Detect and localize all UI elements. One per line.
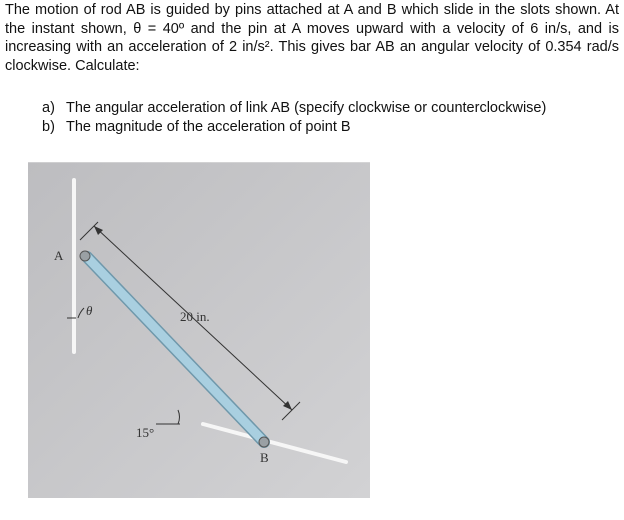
question-a-label: a) <box>42 100 55 116</box>
label-theta: θ <box>86 303 93 318</box>
question-a <box>42 99 546 118</box>
label-b: B <box>260 450 269 465</box>
pin-b <box>259 437 269 447</box>
problem-statement <box>5 1 619 75</box>
pin-a <box>80 251 90 261</box>
label-length: 20 in. <box>180 309 210 324</box>
question-b-label: b) <box>42 119 55 135</box>
question-b <box>42 118 546 137</box>
mechanism-diagram <box>28 162 370 498</box>
label-angle: 15° <box>136 425 155 440</box>
label-a: A <box>54 248 64 263</box>
figure-background <box>28 162 370 498</box>
problem-text: The motion of rod AB is guided by pins attached at A and B which slide in the slots shown. At the instant shown, θ = 40º and the pin at A moves upward with a velocity of 6 in/s, and is increasing with an acceleration of 2 in/s². This gives bar AB an angular velocity of 0.354 rad/s clockwise. Calculate: <box>5 2 619 74</box>
question-list <box>42 99 546 137</box>
question-a-text: The angular acceleration of link AB (specify clockwise or counterclockwise) <box>66 100 547 116</box>
question-b-text: The magnitude of the acceleration of point B <box>66 119 351 135</box>
mechanism-figure <box>28 162 370 498</box>
